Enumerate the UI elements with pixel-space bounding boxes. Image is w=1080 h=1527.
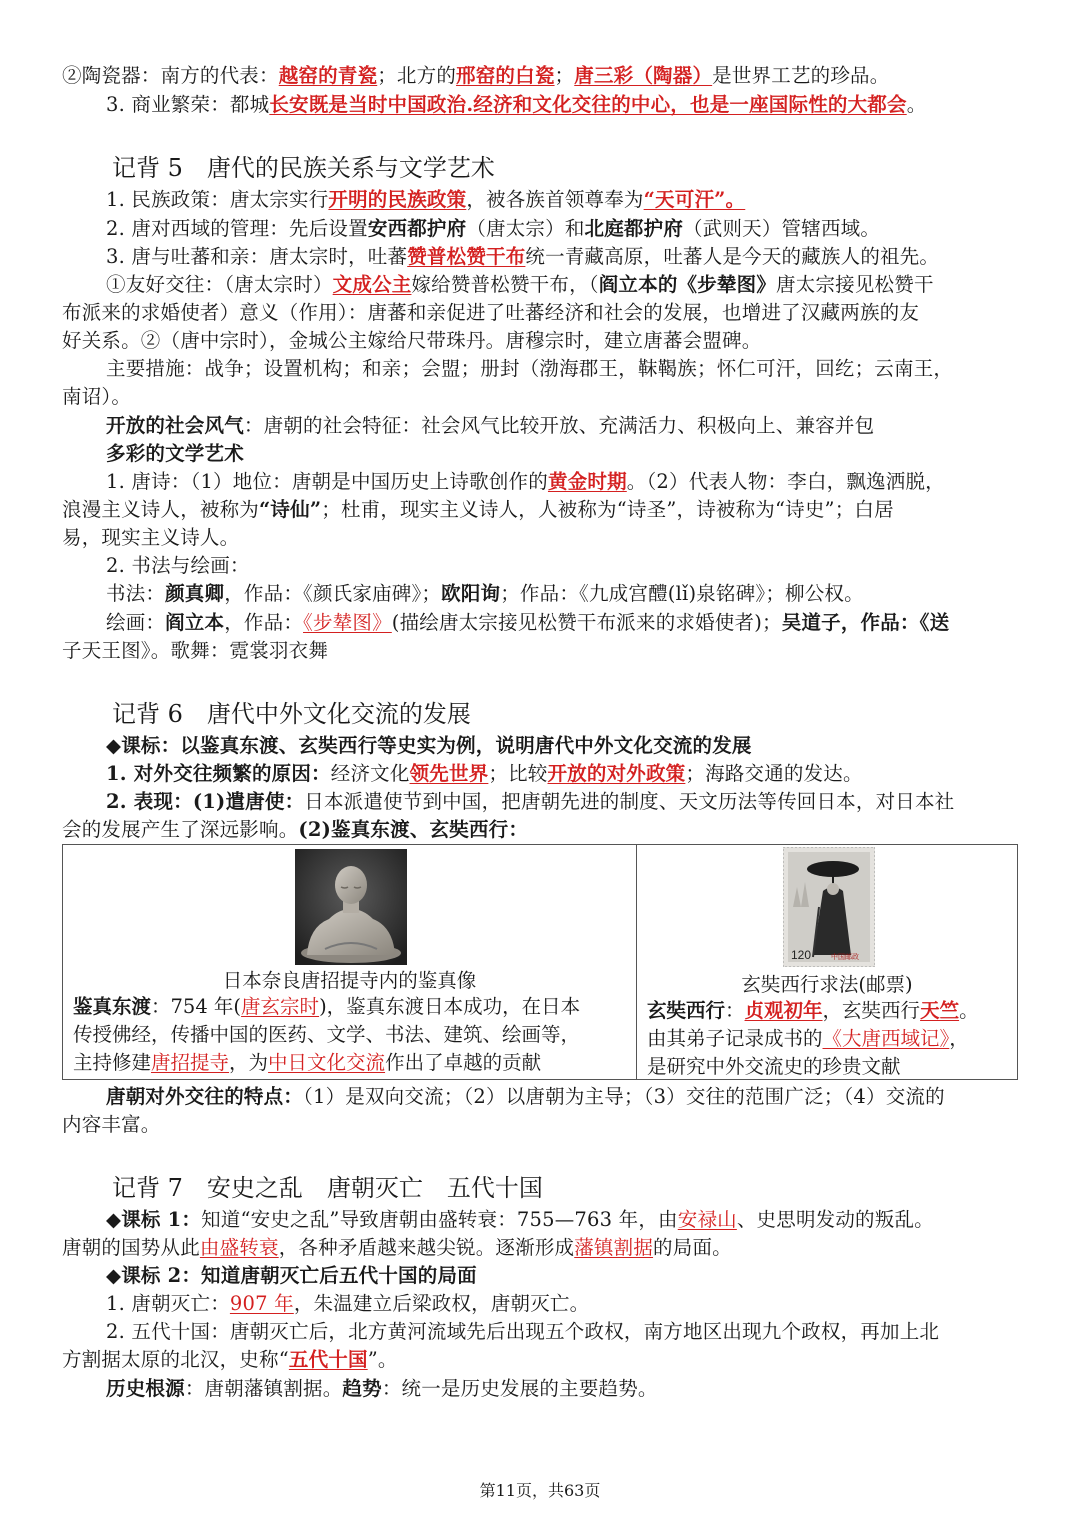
text: 会的发展产生了深远影响。 bbox=[62, 818, 299, 841]
text: ；杜甫，现实主义诗人，人被称为“诗圣”，诗被称为“诗史”；白居 bbox=[321, 498, 894, 521]
text-line bbox=[62, 62, 1022, 90]
text-line bbox=[73, 993, 580, 1021]
text: ，各种矛盾越来越尖锐。逐渐形成 bbox=[278, 1236, 575, 1259]
text: ：统一是历史发展的主要趋势。 bbox=[381, 1377, 658, 1400]
text: 2. 唐对西域的管理：先后设置 bbox=[106, 217, 368, 240]
text: ，作品： bbox=[224, 611, 304, 634]
bold-term: 鉴真东渡 bbox=[73, 995, 152, 1018]
text-line bbox=[647, 1025, 969, 1053]
text: 唐朝的国势从此 bbox=[62, 1236, 200, 1259]
highlight: 中日文化交流 bbox=[268, 1051, 386, 1074]
bold-term: “诗仙” bbox=[259, 498, 322, 521]
text: 唐太宗接见松赞干 bbox=[776, 273, 934, 296]
image-caption: 日本奈良唐招提寺内的鉴真像 bbox=[222, 969, 477, 992]
text-line bbox=[106, 1290, 1022, 1318]
text-line: 主要措施：战争；设置机构；和亲；会盟；册封（渤海郡王，靺鞨族；怀仁可汗，回纥；云南王， bbox=[106, 357, 954, 380]
text: ；北方的 bbox=[377, 64, 457, 87]
text-line bbox=[106, 186, 1022, 214]
highlight: 唐招提寺 bbox=[151, 1051, 230, 1074]
text-line bbox=[106, 243, 1022, 271]
text-line: 2. 书法与绘画： bbox=[106, 554, 250, 577]
text: ”。 bbox=[367, 1348, 398, 1371]
bold-term: 颜真卿 bbox=[165, 582, 225, 605]
text-line bbox=[106, 788, 1022, 816]
text-line: 易，现实主义诗人。 bbox=[62, 526, 240, 549]
text: 是世界工艺的珍品。 bbox=[712, 64, 890, 87]
text-line bbox=[106, 609, 1022, 637]
text: ，作品：《颜氏家庙碑》； bbox=[224, 582, 442, 605]
text: ， bbox=[949, 1027, 969, 1050]
text-line bbox=[106, 215, 1022, 243]
text-line bbox=[62, 816, 1022, 844]
text-line bbox=[62, 1234, 1022, 1262]
text-line bbox=[106, 1206, 1022, 1234]
text-line bbox=[62, 496, 1022, 524]
text: ②陶瓷器：南方的代表： bbox=[62, 64, 279, 87]
table-cell-xuanzang bbox=[637, 845, 1018, 1080]
bold-term: ◆课标 1： bbox=[106, 1208, 202, 1231]
text: （1）是双向交流；（2）以唐朝为主导；（3）交往的范围广泛；（4）交流的 bbox=[303, 1085, 945, 1108]
text: )，鉴真东渡日本成功，在日本 bbox=[319, 995, 581, 1018]
text: 经济文化 bbox=[330, 762, 410, 785]
page-number: 第11页，共63页 bbox=[479, 1481, 601, 1500]
text: ，玄奘西行 bbox=[822, 999, 921, 1022]
bold-term: 北庭都护府 bbox=[584, 217, 684, 240]
text: ，被各族首领尊奉为 bbox=[466, 188, 644, 211]
text: 。（2）代表人物：李白，飘逸洒脱， bbox=[626, 470, 945, 493]
text-line bbox=[106, 91, 1022, 119]
highlight: 黄金时期 bbox=[547, 470, 627, 493]
highlight: 贞观初年 bbox=[744, 999, 823, 1022]
text: ： bbox=[725, 999, 745, 1022]
bold-term: 吴道子，作品：《送 bbox=[781, 611, 950, 634]
highlight: 唐玄宗时 bbox=[241, 995, 320, 1018]
text-line: 2. 五代十国：唐朝灭亡后，北方黄河流域先后出现五个政权，南方地区出现九个政权，再加上北 bbox=[106, 1320, 940, 1343]
highlight: 藩镇割据 bbox=[574, 1236, 654, 1259]
bold-term: 开放的社会风气 bbox=[106, 414, 244, 437]
text-line bbox=[647, 997, 979, 1025]
text-line bbox=[73, 1049, 541, 1077]
text: ，为 bbox=[229, 1051, 269, 1074]
text-line: 布派来的求婚使者）意义（作用）：唐蕃和亲促进了吐蕃经济和社会的发展，也增进了汉藏两族的友 bbox=[62, 301, 920, 324]
highlight: 安禄山 bbox=[677, 1208, 737, 1231]
highlight: 《步辇图》 bbox=[303, 611, 392, 634]
text: ； bbox=[554, 64, 575, 87]
highlight: 邢窑的白瓷 bbox=[456, 64, 555, 87]
jianzhen-statue-image bbox=[295, 849, 407, 965]
text: 统一青藏高原，吐蕃人是今天的藏族人的祖先。 bbox=[525, 245, 940, 268]
highlight: 唐三彩（陶器） bbox=[574, 64, 713, 87]
table-cell-jianzhen bbox=[63, 845, 637, 1080]
highlight: 五代十国 bbox=[288, 1348, 368, 1371]
text: 1. 唐朝灭亡： bbox=[106, 1292, 230, 1315]
text-line bbox=[106, 468, 1022, 496]
bold-term: 唐朝对外交往的特点： bbox=[106, 1085, 304, 1108]
text: ：唐朝的社会特征：社会风气比较开放、充满活力、积极向上、兼容并包 bbox=[243, 414, 875, 437]
highlight: 长安既是当时中国政治.经济和文化交往的中心，也是一座国际性的大都会 bbox=[269, 93, 907, 116]
highlight: 越窑的青瓷 bbox=[278, 64, 378, 87]
bold-term: 阎立本的《步辇图》 bbox=[598, 273, 777, 296]
text: 3. 商业繁荣：都城 bbox=[106, 93, 270, 116]
text: 书法： bbox=[106, 582, 166, 605]
text-line: 内容丰富。 bbox=[62, 1113, 161, 1136]
text-line bbox=[106, 412, 1022, 440]
text: ：754 年( bbox=[151, 995, 242, 1018]
bold-term: 趋势 bbox=[342, 1377, 382, 1400]
text: 、史思明发动的叛乱。 bbox=[736, 1208, 934, 1231]
highlight: 文成公主 bbox=[332, 273, 412, 296]
text: （唐太宗）和 bbox=[466, 217, 585, 240]
text-line bbox=[106, 271, 1022, 299]
stamp-text: 中国邮政 bbox=[831, 954, 859, 961]
bold-term: 2. 表现：(1)遣唐使： bbox=[106, 790, 305, 813]
xuanzang-stamp-image bbox=[783, 847, 875, 967]
text-line bbox=[106, 580, 1022, 608]
text-line bbox=[106, 1375, 1022, 1403]
bold-term: 阎立本 bbox=[165, 611, 225, 634]
bold-term: (2)鉴真东渡、玄奘西行： bbox=[298, 818, 529, 841]
text: 。 bbox=[906, 93, 927, 116]
highlight: 开明的民族政策 bbox=[328, 188, 467, 211]
text-line bbox=[106, 1083, 1022, 1111]
text: 浪漫主义诗人，被称为 bbox=[62, 498, 260, 521]
highlight: 907 年 bbox=[229, 1292, 294, 1315]
text: 1. 民族政策：唐太宗实行 bbox=[106, 188, 329, 211]
text: 嫁给赞普松赞干布，（ bbox=[411, 273, 599, 296]
section-heading: 记背 5 唐代的民族关系与文学艺术 bbox=[112, 154, 495, 182]
text: 的局面。 bbox=[653, 1236, 732, 1259]
text-line: 好关系。②（唐中宗时），金城公主嫁给尺带珠丹。唐穆宗时，建立唐蕃会盟碑。 bbox=[62, 329, 762, 352]
text: （武则天）管辖西域。 bbox=[683, 217, 881, 240]
text: 主持修建 bbox=[73, 1051, 152, 1074]
curriculum-line: ◆课标：以鉴真东渡、玄奘西行等史实为例，说明唐代中外文化交流的发展 bbox=[106, 734, 752, 757]
text: 知道“安史之乱”导致唐朝由盛转衰：755—763 年，由 bbox=[201, 1208, 678, 1231]
text: ，朱温建立后梁政权，唐朝灭亡。 bbox=[293, 1292, 590, 1315]
highlight: 赞普松赞干布 bbox=[407, 245, 526, 268]
text: 3. 唐与吐蕃和亲：唐太宗时，吐蕃 bbox=[106, 245, 408, 268]
bold-term: 历史根源 bbox=[106, 1377, 185, 1400]
bold-term: 欧阳询 bbox=[441, 582, 501, 605]
bold-term: 玄奘西行 bbox=[647, 999, 726, 1022]
text: ；作品：《九成宫醴(lǐ)泉铭碑》；柳公权。 bbox=[500, 582, 864, 605]
text: 日本派遣使节到中国，把唐朝先进的制度、天文历法等传回日本，对日本社 bbox=[304, 790, 955, 813]
text-line: 是研究中外交流史的珍贵文献 bbox=[647, 1055, 901, 1078]
text: 由其弟子记录成书的 bbox=[647, 1027, 823, 1050]
text-line: 子天王图》。歌舞：霓裳羽衣舞 bbox=[62, 639, 329, 662]
section-heading: 记背 7 安史之乱 唐朝灭亡 五代十国 bbox=[112, 1174, 543, 1202]
curriculum-line: ◆课标 2：知道唐朝灭亡后五代十国的局面 bbox=[106, 1264, 477, 1287]
text: ；比较 bbox=[488, 762, 548, 785]
comparison-table bbox=[62, 844, 1018, 1080]
text-line: 传授佛经，传播中国的医药、文学、书法、建筑、绘画等， bbox=[73, 1023, 581, 1046]
text: ①友好交往：（唐太宗时） bbox=[106, 273, 333, 296]
image-caption: 玄奘西行求法(邮票) bbox=[741, 973, 913, 996]
text: 方割据太原的北汉，史称“ bbox=[62, 1348, 289, 1371]
text-line bbox=[106, 760, 1022, 788]
text-line: 南诏）。 bbox=[62, 385, 132, 408]
highlight: 领先世界 bbox=[409, 762, 489, 785]
bold-term: 1. 对外交往频繁的原因： bbox=[106, 762, 331, 785]
text-line bbox=[62, 1346, 1022, 1374]
text: 作出了卓越的贡献 bbox=[385, 1051, 542, 1074]
bold-term: 安西都护府 bbox=[367, 217, 467, 240]
highlight: 天竺 bbox=[920, 999, 960, 1022]
stamp-value: 120 bbox=[791, 948, 812, 962]
section-heading: 记背 6 唐代中外文化交流的发展 bbox=[112, 700, 471, 728]
subheading: 多彩的文学艺术 bbox=[106, 442, 244, 465]
text: (描绘唐太宗接见松赞干布派来的求婚使者)； bbox=[391, 611, 782, 634]
highlight: 开放的对外政策 bbox=[547, 762, 686, 785]
text: 。 bbox=[959, 999, 979, 1022]
highlight: 由盛转衰 bbox=[199, 1236, 279, 1259]
highlight: 《大唐西域记》 bbox=[822, 1027, 950, 1050]
text: ：唐朝藩镇割据。 bbox=[184, 1377, 343, 1400]
highlight: “天可汗”。 bbox=[643, 188, 746, 211]
text: 绘画： bbox=[106, 611, 166, 634]
text: 1. 唐诗：（1）地位：唐朝是中国历史上诗歌创作的 bbox=[106, 470, 548, 493]
text: ；海路交通的发达。 bbox=[685, 762, 863, 785]
